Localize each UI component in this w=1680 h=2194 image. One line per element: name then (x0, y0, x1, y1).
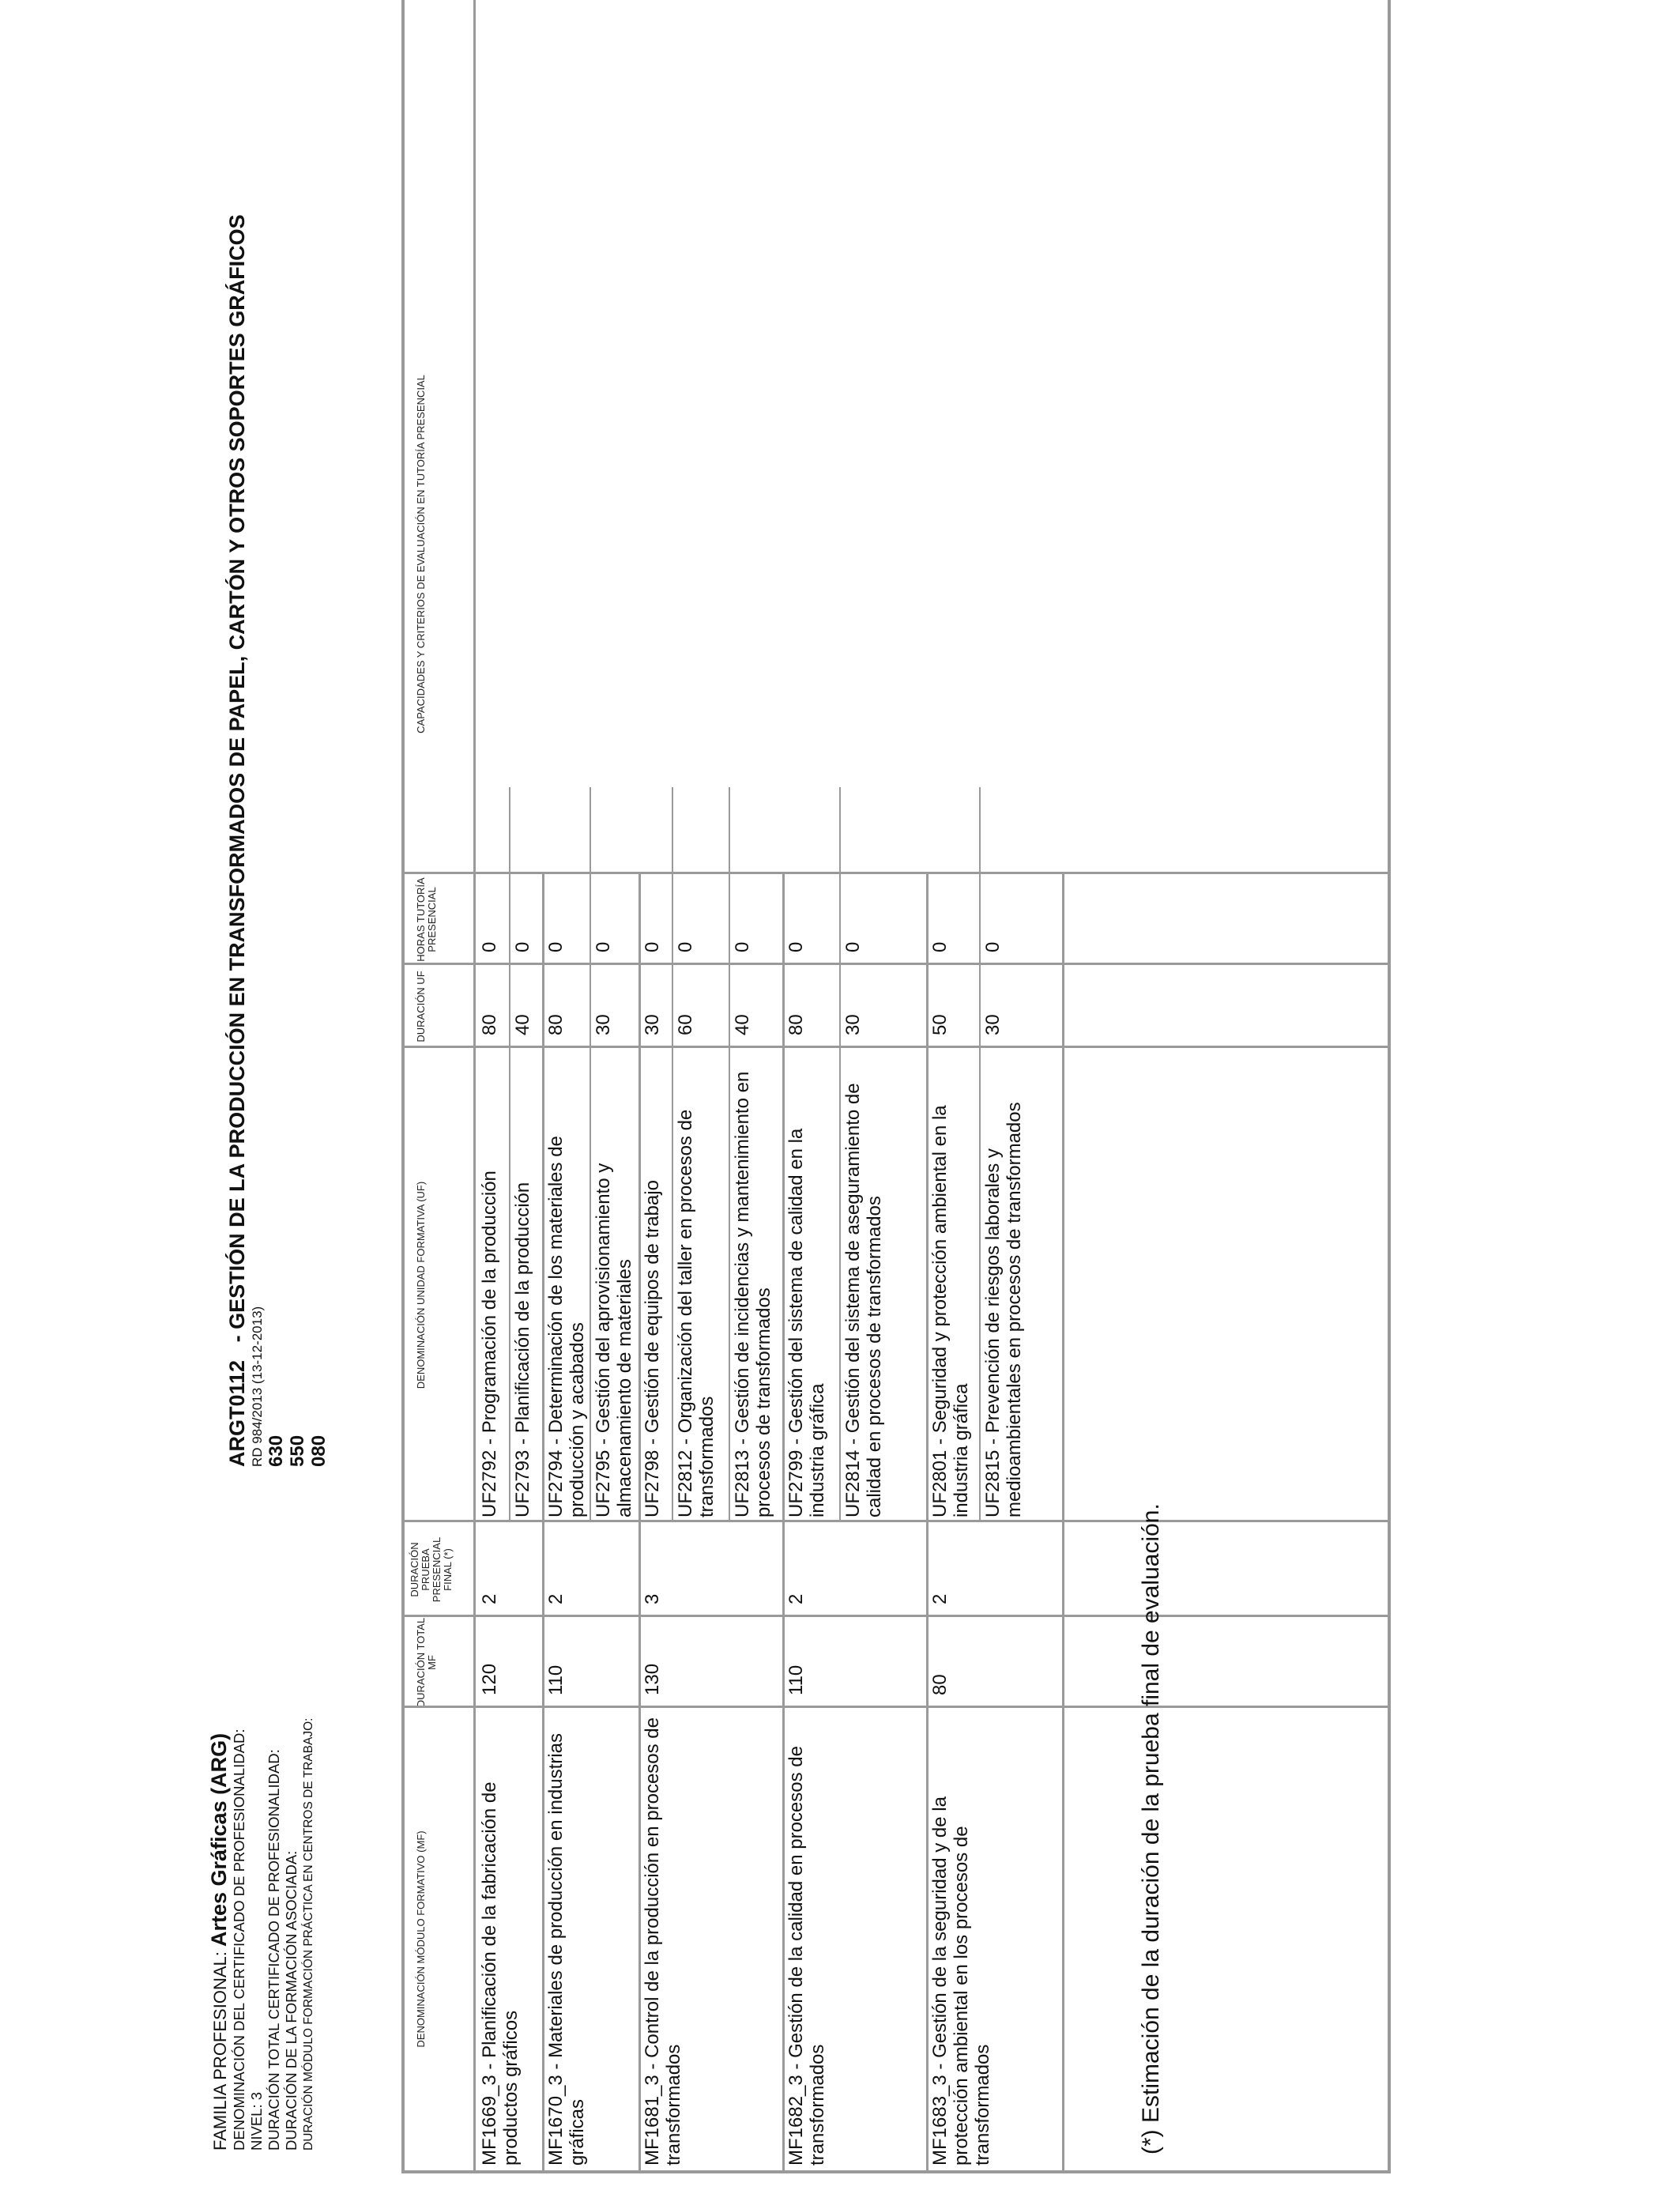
duracion-practica-label: DURACIÓN MÓDULO FORMACIÓN PRÁCTICA EN CENTROS DE TRABAJO: (302, 1717, 315, 2151)
uf-horas: 0 (732, 941, 753, 952)
uf-duracion: 50 (929, 1014, 951, 1035)
module-prueba: 2 (545, 1593, 567, 1604)
uf-name: UF2814 - Gestión del sistema de aseguramiento de calidad en procesos de transformados (842, 1083, 885, 1517)
duracion-total-value: 630 (266, 1434, 287, 1467)
header-labels (207, 1717, 318, 2151)
uf-horas: 0 (512, 941, 533, 952)
uf-horas: 0 (982, 941, 1004, 952)
uf-duracion: 30 (593, 1014, 614, 1035)
module-total: 120 (479, 1663, 500, 1695)
duracion-total-label: DURACIÓN TOTAL CERTIFICADO DE PROFESIONALIDAD: (266, 1749, 282, 2151)
module-prueba: 2 (479, 1593, 500, 1604)
header-duracion-uf: DURACIÓN UF (415, 971, 427, 1042)
uf-horas: 0 (479, 941, 500, 952)
uf-horas: 0 (593, 941, 614, 952)
module-name: MF1682_3 - Gestión de la calidad en procesos de transformados (785, 1746, 828, 2166)
module-total: 80 (929, 1674, 951, 1695)
uf-name: UF2795 - Gestión del aprovisionamiento y almacenamiento de materiales (593, 1163, 635, 1517)
header-total: DURACIÓN TOTAL MF (415, 1617, 438, 1708)
module-name: MF1683_3 - Gestión de la seguridad y de la protección ambiental en los procesos de transformados (929, 1796, 993, 2166)
familia-line (207, 1732, 231, 2151)
uf-duracion: 80 (479, 1014, 500, 1035)
uf-horas: 0 (785, 941, 807, 952)
nivel-label: NIVEL: 3 (248, 2091, 265, 2151)
uf-name: UF2813 - Gestión de incidencias y mantenimiento en procesos de transformados (732, 1071, 774, 1517)
uf-name: UF2812 - Organización del taller en procesos de transformados (675, 1109, 718, 1517)
uf-horas: 0 (842, 941, 864, 952)
uf-name: UF2792 - Programación de la producción (479, 1171, 500, 1517)
uf-name: UF2799 - Gestión del sistema de calidad en la industria gráfica (785, 1128, 828, 1517)
uf-horas: 0 (929, 941, 951, 952)
header-values (224, 123, 330, 1467)
uf-name: UF2793 - Planificación de la producción (512, 1182, 533, 1517)
header-capacidades: CAPACIDADES Y CRITERIOS DE EVALUACIÓN EN TUTORÍA PRESENCIAL (415, 375, 427, 733)
uf-name: UF2815 - Prevención de riesgos laborales y medioambientales en procesos de transformados (982, 1102, 1025, 1517)
uf-duracion: 80 (545, 1014, 567, 1035)
module-name: MF1670_3 - Materiales de producción en industrias gráficas (545, 1733, 588, 2166)
module-prueba: 2 (929, 1593, 951, 1604)
header-horas: HORAS TUTORÍA PRESENCIAL (415, 877, 438, 962)
table-header-row (405, 0, 476, 2170)
row-divider (1062, 874, 1064, 2170)
module-name: MF1669_3 - Planificación de la fabricación de productos gráficos (479, 1781, 522, 2166)
uf-duracion: 40 (512, 1014, 533, 1035)
uf-name: UF2801 - Seguridad y protección ambiental en la industria gráfica (929, 1105, 972, 1517)
module-prueba: 3 (642, 1593, 663, 1604)
familia-label: FAMILIA PROFESIONAL: (210, 1951, 230, 2151)
duracion-practica-value: 080 (308, 1434, 330, 1467)
rd-reference: RD 984/2013 (13-12-2013) (250, 1306, 265, 1467)
denominacion-label: DENOMINACIÓN DEL CERTIFICADO DE PROFESIONALIDAD: (231, 1728, 247, 2151)
uf-horas: 0 (642, 941, 663, 952)
uf-duracion: 60 (675, 1014, 696, 1035)
certificate-code: ARGT0112 (225, 1359, 249, 1467)
uf-duracion: 30 (982, 1014, 1004, 1035)
module-name: MF1681_3 - Control de la producción en procesos de transformados (642, 1717, 684, 2166)
header-uf: DENOMINACIÓN UNIDAD FORMATIVA (UF) (415, 1181, 427, 1389)
uf-duracion: 30 (842, 1014, 864, 1035)
duracion-formacion-value: 550 (287, 1434, 308, 1467)
uf-horas: 0 (545, 941, 567, 952)
module-total: 110 (785, 1664, 807, 1695)
module-total: 110 (545, 1664, 567, 1695)
header-mf: DENOMINACIÓN MÓDULO FORMATIVO (MF) (415, 1830, 427, 2048)
footnote: (*) Estimación de la duración de la prueba final de evaluación. (1138, 1503, 1164, 2154)
uf-duracion: 30 (642, 1014, 663, 1035)
uf-name: UF2794 - Determinación de los materiales de producción y acabados (545, 1136, 588, 1517)
module-total: 130 (642, 1663, 663, 1695)
certificate-name: - GESTIÓN DE LA PRODUCCIÓN EN TRANSFORMADOS DE PAPEL, CARTÓN Y OTROS SOPORTES GRÁFICOS (225, 214, 249, 1343)
uf-name: UF2798 - Gestión de equipos de trabajo (642, 1180, 663, 1517)
modules-table (401, 0, 1391, 2173)
header-prueba: DURACIÓN PRUEBA PRESENCIAL FINAL (*) (409, 1536, 454, 1603)
uf-duracion: 40 (732, 1014, 753, 1035)
module-prueba: 2 (785, 1593, 807, 1604)
familia-value: Artes Gráficas (ARG) (207, 1732, 231, 1947)
uf-horas: 0 (675, 941, 696, 952)
certificate-title (224, 123, 250, 1467)
uf-duracion: 80 (785, 1014, 807, 1035)
duracion-formacion-label: DURACIÓN DE LA FORMACIÓN ASOCIADA: (283, 1850, 299, 2151)
